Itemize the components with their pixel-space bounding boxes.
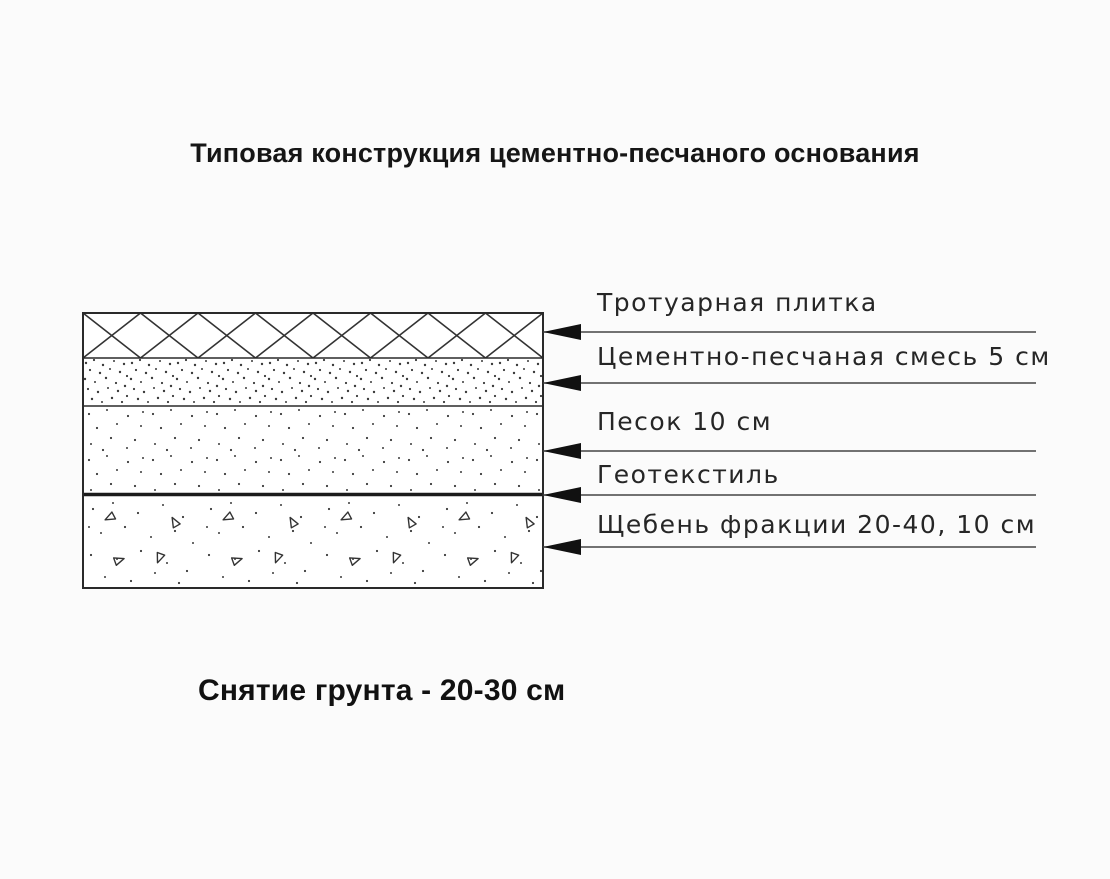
cement-sand-layer — [83, 358, 543, 406]
cross-section-box — [83, 313, 543, 588]
layer-label-paving-tile: Тротуарная плитка — [597, 288, 878, 317]
layer-label-geotextile: Геотекстиль — [597, 460, 780, 489]
layer-label-sand: Песок 10 см — [597, 407, 773, 436]
arrow-left-icon — [543, 324, 581, 340]
crushed-stone-layer — [83, 497, 543, 588]
leader-arrows — [543, 324, 581, 555]
diagram-title: Типовая конструкция цементно-песчаного основания — [190, 138, 920, 168]
arrow-left-icon — [543, 539, 581, 555]
layer-label-cement-sand: Цементно-песчаная смесь 5 см — [597, 342, 1051, 371]
arrow-left-icon — [543, 443, 581, 459]
arrow-left-icon — [543, 375, 581, 391]
soil-removal-note: Снятие грунта - 20-30 см — [198, 674, 566, 707]
paving-tile-layer — [83, 313, 543, 358]
sand-layer — [83, 406, 543, 494]
layer-label-crushed-stone: Щебень фракции 20-40, 10 см — [597, 510, 1037, 539]
arrow-left-icon — [543, 487, 581, 503]
